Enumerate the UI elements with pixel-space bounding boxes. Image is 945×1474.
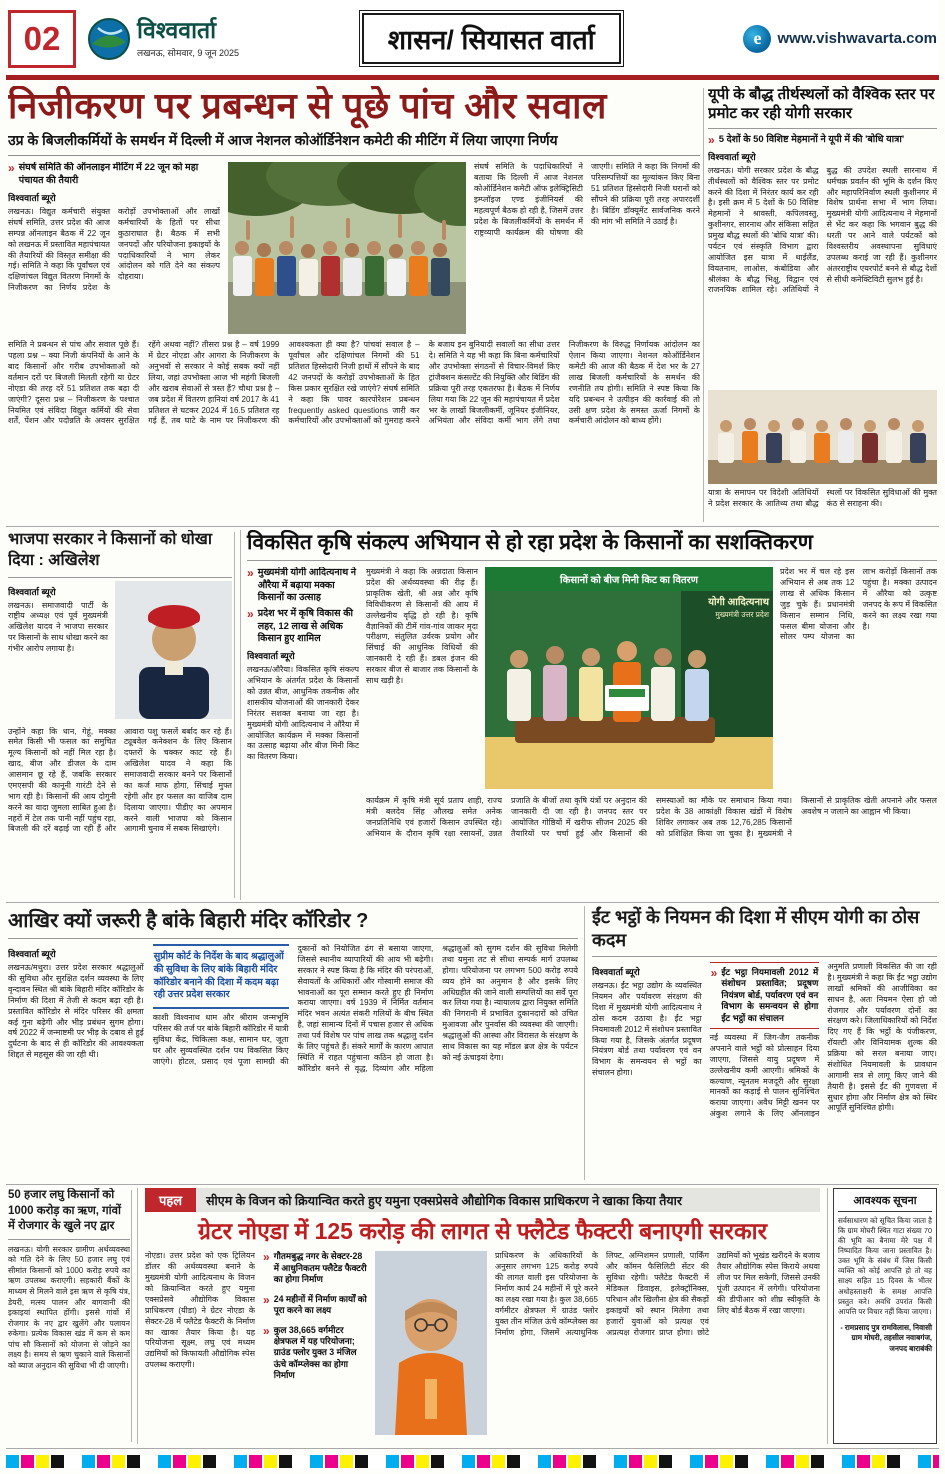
article-body: लखनऊ। योगी सरकार प्रदेश के बौद्ध तीर्थस्थलों को वैश्विक स्तर पर प्रमोट करने की दिशा में निरंतर कार्य कर रही है। इसी क्रम में 5 देशों के 50 विशिष्ट मेहमानों ने श्रावस्ती, कपिलवस्तु, कुशीनगर, सारनाथ और संकिसा सहित प्रमुख बौद्ध स्थलों की 'बोधि यात्रा' की। पर्यटन एवं संस्कृति विभाग द्वारा आयोजित इस यात्रा में थाईलैंड, वियतनाम, लाओस, कंबोडिया और श्रीलंका के बौद्ध भिक्षु, विद्वान एवं राजनयिक शामिल रहे। अतिथियों ने बुद्ध की उपदेश स्थली सारनाथ में धर्मचक्र प्रवर्तन की भूमि के दर्शन किए और महापरिनिर्वाण स्थली कुशीनगर में विशेष प्रार्थना सभा में भाग लिया। मुख्यमंत्री योगी आदित्यनाथ ने मेहमानों से भेंट कर कहा कि भगवान बुद्ध की धरती पर आने वाले पर्यटकों को विश्वस्तरीय अवस्थापना सुविधाएं उपलब्ध कराई जा रही हैं। कुशीनगर अंतरराष्ट्रीय एयरपोर्ट बनने से बौद्ध देशों से सीधी कनेक्टिविटी सुलभ हुई है।: [708, 165, 937, 295]
factory-headline: ग्रेटर नोएडा में 125 करोड़ की लागत से फ्लैटेड फैक्टरी बनाएगी सरकार: [198, 1218, 767, 1244]
factory-bullet-list: [263, 1251, 367, 1435]
brick-kicker: [710, 962, 820, 1029]
article-body: [592, 962, 937, 1170]
brick-body-2: नई व्यवस्था में जिग-जैग तकनीक अपनाने वाले भट्ठों को प्रोत्साहन दिया जाएगा, जिससे वायु प्रदूषण में उल्लेखनीय कमी आएगी। श्रमिकों के कल्याण, न्यूनतम मजदूरी और सुरक्षा मानकों का कड़ाई से पालन सुनिश्चित कराया जाएगा। अवैध मिट्टी खनन पर अंकुश लगाने के लिए ऑनलाइन अनुमति प्रणाली विकसित की जा रही है। मुख्यमंत्री ने कहा कि ईंट भट्ठा उद्योग लाखों श्रमिकों की आजीविका का साधन है, अतः नियमन ऐसा हो जो रोजगार और पर्यावरण दोनों का संरक्षण करे। जिलाधिकारियों को निर्देश दिए गए हैं कि भट्ठों के पंजीकरण, रॉयल्टी और विनियामक शुल्क की प्रक्रिया को सरल बनाया जाए। संशोधित नियमावली के प्रावधान आगामी सत्र से लागू किए जाने की तैयारी है। इससे ईंट की गुणवत्ता में सुधार होगा और निर्माण क्षेत्र को स्थिर आपूर्ति सुनिश्चित होगी।: [709, 962, 937, 1119]
buddhist-kicker-text: 5 देशों के 50 विशिष्ट मेहमानों ने यूपी में की 'बोधि यात्रा': [718, 133, 905, 145]
kicker-label: पहल: [145, 1188, 196, 1212]
akhilesh-portrait-photo: [115, 581, 232, 719]
photo-banner-text: किसानों को बीज मिनी किट का वितरण: [485, 567, 773, 591]
factory-bullet-2: [263, 1294, 367, 1317]
krishi-headline: विकसित कृषि संकल्प अभियान से हो रहा प्रदेश के किसानों का सशक्तिकरण: [247, 530, 937, 561]
website-link[interactable]: [743, 25, 937, 53]
notice-signature: - रामप्रसाद पुत्र रामविलास, निवासी ग्राम मोघरी, तहसील नवाबगंज, जनपद बाराबंकी: [840, 1322, 932, 1353]
byline: विश्ववार्ता ब्यूरो: [592, 967, 640, 977]
factory-bullet-1-text: गौतमबुद्ध नगर के सेक्टर-28 में आधुनिकतम फ्लैटेड फैक्टरी का होगा निर्माण: [273, 1251, 367, 1285]
akhilesh-headline: भाजपा सरकार ने किसानों को धोखा दिया : अखिलेश: [8, 530, 232, 578]
chevron-bullet-icon: »: [263, 1323, 270, 1338]
krishi-kicker-1-text: मुख्यमंत्री योगी आदित्यनाथ ने औरैया में बढ़ाया मक्का किसानों का उत्साह: [257, 567, 357, 603]
factory-bullet-2-text: 24 महीनों में निर्माण कार्यों को पूरा करने का लक्ष्य: [273, 1293, 367, 1316]
byline: विश्ववार्ता ब्यूरो: [8, 193, 56, 203]
article-body: लखनऊ। समाजवादी पार्टी के राष्ट्रीय अध्यक्ष एवं पूर्व मुख्यमंत्री अखिलेश यादव ने भाजपा सरकार पर किसानों के साथ धोखा करने का गंभीर आरोप लगाया है।: [8, 600, 108, 654]
article-body: उन्होंने कहा कि धान, गेहूं, मक्का समेत किसी भी फसल का समुचित मूल्य किसानों को नहीं मिल रहा है। खाद, बीज और डीजल के दाम आसमान छू रहे हैं, जबकि सरकार एमएसपी की कानूनी गारंटी देने से भाग रही है। किसानों की आय दोगुनी करने का वादा जुमला साबित हुआ है। नहरों में टेल तक पानी नहीं पहुंच रहा, बिजली की दरें बढ़ाई जा रही हैं और आवारा पशु फसलें बर्बाद कर रहे हैं। ट्यूबवेल कनेक्शन के लिए किसान दफ्तरों के चक्कर काट रहे हैं। अखिलेश यादव ने कहा कि समाजवादी सरकार बनने पर किसानों का कर्ज माफ होगा, सिंचाई मुफ्त रहेगी और हर फसल का वाजिब दाम दिलाया जाएगा। पीडीए का अपमान करने वाली भाजपा को किसान आगामी चुनाव में सबक सिखाएंगे।: [8, 726, 232, 834]
factory-article: [137, 1188, 828, 1444]
loan-article: [8, 1188, 130, 1444]
chevron-bullet-icon: »: [247, 567, 254, 581]
loan-headline: 50 हजार लघु किसानों को 1000 करोड़ का ऋण, गांवों में रोजगार के खुले नए द्वार: [8, 1188, 130, 1240]
corridor-headline: आखिर क्यों जरूरी है बांके बिहारी मंदिर कॉरिडोर ?: [8, 906, 578, 939]
divider: [6, 902, 939, 903]
byline: विश्ववार्ता ब्यूरो: [8, 586, 56, 597]
photo-caption-line1: योगी आदित्यनाथ: [708, 597, 769, 609]
byline: विश्ववार्ता ब्यूरो: [8, 949, 56, 959]
corridor-body-2: काशी विश्वनाथ धाम और श्रीराम जन्मभूमि परिसर की तर्ज पर बांके बिहारी कॉरिडोर में यात्री सुविधा केंद्र, चिकित्सा कक्ष, सामान घर, जूता घर और सुव्यवस्थित दर्शन पथ विकसित किए जाएंगे। होटल, प्रसाद एवं पूजा सामग्री की दुकानों को नियोजित ढंग से बसाया जाएगा, जिससे स्थानीय व्यापारियों की आय भी बढ़ेगी। सरकार ने स्पष्ट किया है कि मंदिर की परंपराओं, सेवायतों के अधिकारों और गोस्वामी समाज की भावनाओं का पूरा सम्मान करते हुए ही निर्माण कराया जाएगा। वर्ष 1939 में निर्मित वर्तमान मंदिर भवन अत्यंत संकरी गलियों के बीच स्थित है, जहां सामान्य दिनों में पचास हजार से अधिक तथा पर्व विशेष पर पांच लाख तक श्रद्धालु दर्शन के लिए पहुंचते हैं। संकरे मार्गों के कारण आपात स्थिति में राहत पहुंचाना कठिन हो जाता है। कॉरिडोर बनने से वृद्ध, दिव्यांग और महिला श्रद्धालुओं को सुगम दर्शन की सुविधा मिलेगी तथा यमुना तट से सीधा सम्पर्क मार्ग उपलब्ध होगा। परियोजना पर लगभग 500 करोड़ रुपये व्यय होने का अनुमान है और इसके लिए अधिग्रहीत की जाने वाली सम्पत्तियों का सर्वे पूरा कर लिया गया है। न्यायालय द्वारा नियुक्त समिति की निगरानी में प्रभावित दुकानदारों को उचित मुआवजा और पुनर्वास की व्यवस्था की जाएगी। श्रद्धालुओं की आस्था और विरासत के संरक्षण के साथ विकास का यह मॉडल ब्रज क्षेत्र के पर्यटन को नई ऊंचाइयां देगा।: [152, 944, 578, 1073]
lead-kicker-text: संघर्ष समिति की ऑनलाइन मीटिंग में 22 जून को महा पंचायत की तैयारी: [18, 162, 199, 186]
chevron-bullet-icon: »: [247, 607, 254, 622]
byline: विश्ववार्ता ब्यूरो: [708, 151, 756, 162]
lead-article: [8, 86, 700, 524]
divider: [131, 1190, 132, 1442]
corridor-body-1: लखनऊ/मथुरा। उत्तर प्रदेश सरकार श्रद्धालुओं की सुविधा और सुरक्षित दर्शन व्यवस्था के लिए वृन्दावन स्थित श्री बांके बिहारी मंदिर कॉरिडोर के निर्माण की दिशा में तेजी से कदम बढ़ा रही है। प्रस्तावित कॉरिडोर से मंदिर परिसर की क्षमता कई गुना बढ़ेगी और भीड़ प्रबंधन सुगम होगा। वर्ष 2022 में जन्माष्टमी पर भीड़ के दबाव से हुई दुर्घटना के बाद से ही कॉरिडोर की आवश्यकता शिद्दत से महसूस की जा रही थी।: [8, 963, 144, 1060]
photo-caption-line2: मुख्यमंत्री उत्तर प्रदेश: [715, 609, 769, 619]
divider: [6, 1448, 939, 1449]
byline: विश्ववार्ता ब्यूरो: [247, 651, 295, 662]
e-globe-icon: e: [743, 25, 771, 53]
factory-bullet-1: [263, 1251, 367, 1285]
divider: [6, 526, 939, 527]
newspaper-name: विश्ववार्ता: [137, 17, 217, 44]
photo-caption: [691, 597, 769, 619]
buddhist-article: [708, 86, 937, 524]
globe-logo-icon: [88, 18, 130, 60]
brick-body-1: लखनऊ। ईंट भट्ठा उद्योग के व्यवस्थित नियमन और पर्यावरण संरक्षण की दिशा में मुख्यमंत्री योगी आदित्यनाथ ने ठोस कदम उठाया है। ईंट भट्ठा नियमावली 2012 में संशोधन प्रस्तावित किया गया है, जिसके अंतर्गत प्रदूषण नियंत्रण बोर्ड तथा पर्यावरण एवं वन विभाग के समन्वयन से भट्ठों का संचालन होगा।: [592, 981, 702, 1078]
article-body: संघर्ष समिति के पदाधिकारियों ने बताया कि दिल्ली में आज नेशनल कोऑर्डिनेशन कमेटी ऑफ इलेक्ट्रिसिटी इम्प्लॉइज एण्ड इंजीनियर्स की महत्वपूर्ण बैठक हो रही है, जिसमें उत्तर प्रदेश के बिजलीकर्मियों के समर्थन में राष्ट्रव्यापी कार्यक्रम की घोषणा की जाएगी। समिति ने कहा कि निगमों की परिसम्पत्तियों का मूल्यांकन किए बिना 51 प्रतिशत हिस्सेदारी निजी घरानों को सौंपने की प्रक्रिया पूरी तरह अपारदर्शी है। बिडिंग डॉक्यूमेंट सार्वजनिक करने की मांग भी समिति ने उठाई है।: [474, 162, 700, 237]
yogi-portrait-photo: [375, 1251, 487, 1435]
brick-headline: ईंट भट्ठों के नियमन की दिशा में सीएम योगी का ठोस कदम: [592, 906, 937, 957]
article-body: लखनऊ। योगी सरकार ग्रामीण अर्थव्यवस्था को गति देने के लिए 50 हजार लघु एवं सीमांत किसानों को 1000 करोड़ रुपये का ऋण उपलब्ध कराएगी। सहकारी बैंकों के माध्यम से मिलने वाले इस ऋण से कृषि यंत्र, डेयरी, मत्स्य पालन और बागवानी की इकाइयां स्थापित होंगी। इससे गांवों में रोजगार के नए द्वार खुलेंगे और पलायन रुकेगा। प्रत्येक विकास खंड में कम से कम पांच सौ किसानों को योजना से जोड़ने का लक्ष्य है। समय से ऋण चुकाने वाले किसानों को ब्याज अनुदान की सुविधा भी दी जाएगी।: [8, 1244, 130, 1371]
krishi-kicker-1: [247, 567, 359, 604]
article-body: नोएडा। उत्तर प्रदेश को एक ट्रिलियन डॉलर की अर्थव्यवस्था बनाने के मुख्यमंत्री योगी आदित्यनाथ के विजन को क्रियान्वित करते हुए यमुना एक्सप्रेसवे औद्योगिक विकास प्राधिकरण (यीडा) ने ग्रेटर नोएडा के सेक्टर-28 में फ्लैटेड फैक्टरी के निर्माण का खाका तैयार किया है। यह परियोजना सूक्ष्म, लघु एवं मध्यम उद्यमियों को किफायती औद्योगिक स्पेस उपलब्ध कराएगी।: [145, 1251, 255, 1370]
public-notice: [833, 1188, 937, 1444]
notice-body: सर्वसाधारण को सूचित किया जाता है कि ग्राम मोघरी स्थित गाटा संख्या 70 की भूमि का बैनामा मेरे पक्ष में निष्पादित किया जाना प्रस्तावित है। उक्त भूमि के संबंध में जिस किसी व्यक्ति को कोई आपत्ति हो तो वह साक्ष्य सहित 15 दिवस के भीतर अधोहस्ताक्षरी के समक्ष आपत्ति प्रस्तुत करे। अवधि उपरांत किसी आपत्ति पर विचार नहीं किया जाएगा।: [838, 1216, 932, 1316]
edition-dateline: लखनऊ, सोमवार, 9 जून 2025: [137, 47, 240, 58]
divider: [234, 532, 235, 898]
krishi-kicker-2-text: प्रदेश भर में कृषि विकास की लहर, 12 लाख से अधिक किसान हुए शामिल: [257, 608, 353, 644]
article-body: लखनऊ/औरैया। विकसित कृषि संकल्प अभियान के अंतर्गत प्रदेश के किसानों को उन्नत बीज, आधुनिक तकनीक और शासकीय योजनाओं की जानकारी देकर निरंतर सशक्त बनाया जा रहा है। मुख्यमंत्री योगी आदित्यनाथ ने औरैया में आयोजित कार्यक्रम में मक्का किसानों का उत्साह बढ़ाया और बीज मिनी किट का वितरण किया।: [247, 665, 359, 762]
corridor-article: [8, 906, 578, 1180]
article-body: लखनऊ। विद्युत कर्मचारी संयुक्त संघर्ष समिति, उत्तर प्रदेश की आज सम्पन्न ऑनलाइन बैठक में 22 जून को लखनऊ में प्रस्तावित महापंचायत की तैयारियों की विस्तृत समीक्षा की गई। समिति ने कहा कि पूर्वांचल एवं दक्षिणांचल विद्युत वितरण निगमों के निजीकरण का निर्णय प्रदेश के करोड़ों उपभोक्ताओं और लाखों कर्मचारियों के हितों पर सीधा कुठाराघात है। बैठक में सभी जनपदों और परियोजना इकाइयों के पदाधिकारियों ने भाग लेकर आंदोलन को गति देने का संकल्प दोहराया।: [8, 207, 220, 293]
divider: [6, 1184, 939, 1185]
chevron-bullet-icon: »: [710, 966, 718, 980]
chevron-bullet-icon: »: [263, 1292, 270, 1307]
strip-headline: सीएम के विजन को क्रियान्वित करते हुए यमुना एक्सप्रेसवे औद्योगिक विकास प्राधिकरण ने खाका किया तैयार: [196, 1188, 820, 1212]
buddhist-delegation-photo: [708, 390, 937, 484]
brick-kicker-text: ईंट भट्ठा नियमावली 2012 में संशोधन प्रस्तावित; प्रदूषण नियंत्रण बोर्ड, पर्यावरण एवं वन विभाग के समन्वयन से होगा ईंट भट्ठों का संचालन: [721, 967, 819, 1023]
masthead: [6, 0, 939, 80]
corridor-highlight: सुप्रीम कोर्ट के निर्देश के बाद श्रद्धालुओं की सुविधा के लिए बांके बिहारी मंदिर कॉरिडोर बनाने की दिशा में कदम बढ़ा रही उत्तर प्रदेश सरकार: [153, 944, 289, 1009]
chevron-bullet-icon: »: [708, 132, 715, 147]
krishi-kicker-2: [247, 608, 359, 645]
section-title: शासन/ सियासत वार्ता: [362, 13, 621, 64]
krishi-event-photo: [485, 567, 773, 789]
article-body: कार्यक्रम में कृषि मंत्री सूर्य प्रताप शाही, राज्य मंत्री बलदेव सिंह औलख समेत अनेक जनप्रतिनिधि एवं हजारों किसान उपस्थित रहे। अभियान के दौरान कृषि रक्षा रसायनों, उन्नत प्रजाति के बीजों तथा कृषि यंत्रों पर अनुदान की जानकारी दी जा रही है। जनपद स्तर पर आयोजित गोष्ठियों में खरीफ सीजन 2025 की तैयारियों पर चर्चा हुई और किसानों की समस्याओं का मौके पर समाधान किया गया। प्रदेश के 38 आकांक्षी विकास खंडों में विशेष शिविर लगाकर अब तक 12,76,285 किसानों को प्रशिक्षित किया जा चुका है। मुख्यमंत्री ने किसानों से प्राकृतिक खेती अपनाने और फसल अवशेष न जलाने का आह्वान भी किया।: [366, 796, 937, 838]
page-number: 02: [8, 10, 76, 68]
website-url[interactable]: www.vishwavarta.com: [777, 30, 937, 47]
krishi-article: [240, 530, 937, 900]
chevron-bullet-icon: »: [8, 162, 15, 176]
article-body: यात्रा के समापन पर विदेशी अतिथियों ने प्रदेश सरकार के आतिथ्य तथा बौद्ध स्थलों पर विकसित सुविधाओं की मुक्त कंठ से सराहना की।: [708, 487, 937, 508]
print-registration-marks: [6, 1455, 939, 1468]
lead-photo-protest-crowd: [228, 162, 466, 334]
factory-bullet-3: [263, 1325, 367, 1382]
buddhist-kicker: [708, 134, 937, 146]
brick-article: [584, 906, 937, 1180]
factory-bullet-3-text: कुल 38,665 वर्गमीटर क्षेत्रफल में यह परियोजना; ग्राउंड फ्लोर युक्त 3 मंजिल ऊंचे कॉम्प्लेक्स का होगा निर्माण: [273, 1324, 357, 1381]
article-body: प्राधिकरण के अधिकारियों के अनुसार लगभग 125 करोड़ रुपये की लागत वाली इस परियोजना के निर्माण कार्य 24 महीनों में पूरे करने का लक्ष्य रखा गया है। कुल 38,665 वर्गमीटर क्षेत्रफल में ग्राउंड फ्लोर युक्त तीन मंजिल ऊंचे कॉम्प्लेक्स का निर्माण होगा, जिसमें अत्याधुनिक लिफ्ट, अग्निशमन प्रणाली, पार्किंग और कॉमन फैसिलिटी सेंटर की सुविधा रहेगी। फ्लैटेड फैक्टरी में मेडिकल डिवाइस, इलेक्ट्रॉनिक्स, परिधान और खिलौना क्षेत्र की सैकड़ों इकाइयों को स्थान मिलेगा तथा हजारों युवाओं को प्रत्यक्ष एवं अप्रत्यक्ष रोजगार प्राप्त होगा। छोटे उद्यमियों को भूखंड खरीदने के बजाय तैयार औद्योगिक स्पेस किराये अथवा लीज पर मिल सकेगी, जिससे उनकी पूंजी उत्पादन में लगेगी। परियोजना की डीपीआर को शीघ्र स्वीकृति के लिए बोर्ड बैठक में रखा जाएगा।: [495, 1251, 820, 1337]
lead-subhead: उप्र के बिजलीकर्मियों के समर्थन में दिल्ली में आज नेशनल कोऑर्डिनेशन कमेटी की मीटिंग में लिया जाएगा निर्णय: [8, 131, 700, 156]
akhilesh-article: [8, 530, 232, 900]
divider: [703, 88, 704, 522]
notice-title: आवश्यक सूचना: [838, 1193, 932, 1212]
lead-kicker: [8, 162, 220, 187]
article-body: प्रदेश भर में चल रहे इस अभियान से अब तक 12 लाख से अधिक किसान जुड़ चुके हैं। प्रधानमंत्री किसान सम्मान निधि, फसल बीमा योजना और सोलर पम्प योजना का लाभ करोड़ों किसानों तक पहुंचा है। मक्का उत्पादन में औरैया को उत्कृष्ट जनपद के रूप में विकसित करने का लक्ष्य रखा गया है।: [780, 567, 937, 642]
newspaper-logo: [88, 18, 239, 60]
lead-headline: निजीकरण पर प्रबन्धन से पूछे पांच और सवाल: [8, 86, 607, 126]
chevron-bullet-icon: »: [263, 1250, 270, 1265]
buddhist-headline: यूपी के बौद्ध तीर्थस्थलों को वैश्विक स्तर पर प्रमोट कर रही योगी सरकार: [708, 86, 937, 129]
article-body: [8, 944, 578, 1180]
article-body: मुख्यमंत्री ने कहा कि अन्नदाता किसान प्रदेश की अर्थव्यवस्था की रीढ़ हैं। प्राकृतिक खेती, श्री अन्न और कृषि विविधीकरण से किसानों की आय में उल्लेखनीय वृद्धि हो रही है। कृषि वैज्ञानिकों की टीमें गांव-गांव जाकर मृदा परीक्षण, संतुलित उर्वरक प्रयोग और सिंचाई की आधुनिक विधियों की जानकारी दे रही हैं। डबल इंजन की सरकार बीज से बाजार तक किसानों के साथ खड़ी है।: [366, 567, 478, 685]
article-body: समिति ने प्रबन्धन से पांच और सवाल पूछे हैं। पहला प्रश्न – क्या निजी कंपनियों के आने के बाद किसानों और गरीब उपभोक्ताओं को वर्तमान दरों पर बिजली मिलती रहेगी या ग्रेटर नोएडा की तरह दरें 51 प्रतिशत तक बढ़ा दी जाएंगी? दूसरा प्रश्न – निजीकरण के पश्चात नियमित एवं संविदा विद्युत कर्मियों की सेवा शर्तें, पेंशन और पदोन्नति के अवसर सुरक्षित रहेंगे अथवा नहीं? तीसरा प्रश्न है – वर्ष 1999 में ग्रेटर नोएडा और आगरा के निजीकरण के अनुभवों से सरकार ने कोई सबक क्यों नहीं लिया, जहां उपभोक्ता आज भी महंगी बिजली और खराब सेवाओं से त्रस्त हैं? चौथा प्रश्न है – जब प्रदेश में वितरण हानियां वर्ष 2017 के 41 प्रतिशत से घटकर 2024 में 16.5 प्रतिशत रह गई हैं, तब घाटे के नाम पर निजीकरण की आवश्यकता ही क्या है? पांचवां सवाल है – पूर्वांचल और दक्षिणांचल निगमों की 51 प्रतिशत हिस्सेदारी निजी हाथों में सौंपने के बाद 42 जनपदों के करोड़ों उपभोक्ताओं के हित किस प्रकार सुरक्षित रखे जाएंगे? संघर्ष समिति ने कहा कि पावर कारपोरेशन प्रबन्धन frequently asked questions जारी कर कर्मचारियों और उपभोक्ताओं को गुमराह करने के बजाय इन बुनियादी सवालों का सीधा उत्तर दे। समिति ने यह भी कहा कि बिना कर्मचारियों और उपभोक्ता संगठनों से विचार-विमर्श किए ट्रांजैक्शन कंसल्टेंट की नियुक्ति और बिडिंग की प्रक्रिया पूरी तरह एकतरफा है। बैठक में निर्णय लिया गया कि 22 जून की महापंचायत में प्रदेश भर के लाखों बिजलीकर्मी, जूनियर इंजीनियर, अभियंता और संविदा कर्मी भाग लेंगे तथा निजीकरण के विरुद्ध निर्णायक आंदोलन का ऐलान किया जाएगा। नेशनल कोऑर्डिनेशन कमेटी की आज की बैठक में देश भर के 27 लाख बिजली कर्मचारियों के समर्थन की रणनीति तय होगी। समिति ने स्पष्ट किया कि यदि प्रबन्धन ने उत्पीड़न की कार्रवाई की तो उसी क्षण प्रदेश के समस्त ऊर्जा निगमों के कर्मचारी आंदोलन को बाध्य होंगे।: [8, 340, 700, 426]
